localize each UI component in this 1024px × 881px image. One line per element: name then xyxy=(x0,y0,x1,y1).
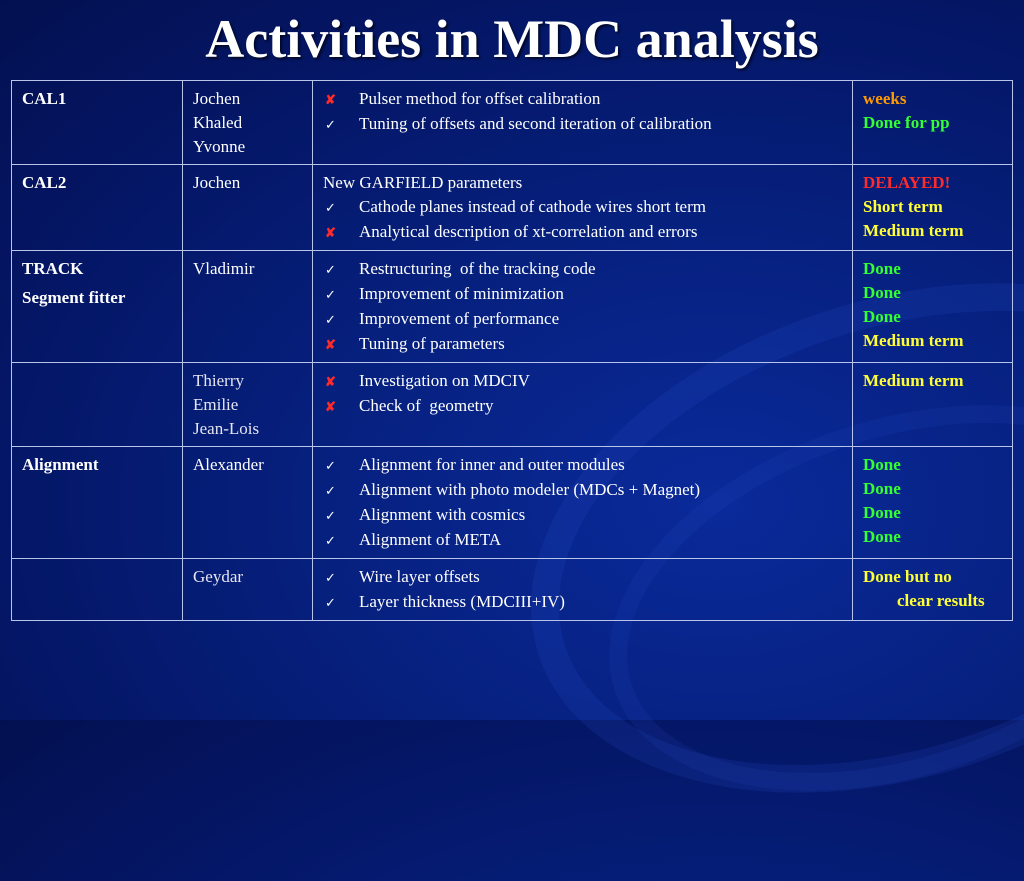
status-text: Medium term xyxy=(863,221,964,240)
activity-item xyxy=(323,220,843,245)
activity-item xyxy=(323,453,843,478)
activity-item xyxy=(323,528,843,553)
task-name: CAL2 xyxy=(22,173,67,192)
people-cell xyxy=(183,251,313,363)
activity-text: Pulser method for offset calibration xyxy=(359,89,601,108)
activity-item xyxy=(323,394,843,419)
task-cell xyxy=(12,165,183,251)
status-text: Done xyxy=(863,283,901,302)
task-cell xyxy=(12,559,183,621)
status-cell xyxy=(853,81,1013,165)
table-row xyxy=(12,363,1013,447)
check-icon: ✓ xyxy=(325,570,336,585)
activity-text: Improvement of performance xyxy=(359,309,560,328)
activities-cell xyxy=(313,251,853,363)
task-name: CAL1 xyxy=(22,89,67,108)
status-cell xyxy=(853,165,1013,251)
table-row xyxy=(12,251,1013,363)
status-text: clear results xyxy=(897,591,985,610)
status-text: Done but no xyxy=(863,567,952,586)
status-text: Done xyxy=(863,307,901,326)
task-name: Alignment xyxy=(22,455,99,474)
activity-item xyxy=(323,332,843,357)
person-name: Yvonne xyxy=(193,137,246,156)
activities-cell xyxy=(313,363,853,447)
person-name: Vladimir xyxy=(193,259,255,278)
activity-text: Alignment with cosmics xyxy=(359,505,526,524)
cross-icon: ✘ xyxy=(325,337,336,352)
status-text: Medium term xyxy=(863,371,964,390)
person-name: Alexander xyxy=(193,455,264,474)
activity-item xyxy=(323,195,843,220)
activity-text: Check of geometry xyxy=(359,396,494,415)
people-cell xyxy=(183,81,313,165)
activities-cell xyxy=(313,559,853,621)
activity-intro: New GARFIELD parameters xyxy=(323,173,523,192)
activity-item xyxy=(323,503,843,528)
cross-icon: ✘ xyxy=(325,225,336,240)
person-name: Emilie xyxy=(193,395,239,414)
task-cell xyxy=(12,363,183,447)
cross-icon: ✘ xyxy=(325,374,336,389)
check-icon: ✓ xyxy=(325,508,336,523)
activity-text: Tuning of offsets and second iteration of calibration xyxy=(359,114,712,133)
activities-cell xyxy=(313,165,853,251)
people-cell xyxy=(183,363,313,447)
people-cell xyxy=(183,559,313,621)
status-text: Short term xyxy=(863,197,943,216)
activity-item xyxy=(323,478,843,503)
activity-item xyxy=(323,307,843,332)
task-name: TRACK xyxy=(22,259,84,278)
activities-cell xyxy=(313,447,853,559)
person-name: Jean-Lois xyxy=(193,419,260,438)
status-text: Done for pp xyxy=(863,113,950,132)
activity-item xyxy=(323,112,843,137)
status-text: weeks xyxy=(863,89,907,108)
person-name: Khaled xyxy=(193,113,243,132)
check-icon: ✓ xyxy=(325,312,336,327)
check-icon: ✓ xyxy=(325,458,336,473)
check-icon: ✓ xyxy=(325,200,336,215)
status-cell xyxy=(853,251,1013,363)
status-cell xyxy=(853,447,1013,559)
check-icon: ✓ xyxy=(325,117,336,132)
cross-icon: ✘ xyxy=(325,92,336,107)
table-row xyxy=(12,165,1013,251)
activity-text: Analytical description of xt-correlation and errors xyxy=(359,222,698,241)
people-cell xyxy=(183,165,313,251)
activity-text: Alignment with photo modeler (MDCs + Magnet) xyxy=(359,480,701,499)
status-cell xyxy=(853,559,1013,621)
status-text: Done xyxy=(863,455,901,474)
status-text: Done xyxy=(863,259,901,278)
status-text: Done xyxy=(863,503,901,522)
activities-cell xyxy=(313,81,853,165)
status-cell xyxy=(853,363,1013,447)
check-icon: ✓ xyxy=(325,533,336,548)
task-subname: Segment fitter xyxy=(22,288,126,307)
person-name: Jochen xyxy=(193,89,241,108)
activities-table xyxy=(11,80,1013,621)
task-cell xyxy=(12,81,183,165)
activity-text: Alignment for inner and outer modules xyxy=(359,455,625,474)
activity-item xyxy=(323,369,843,394)
activity-text: Investigation on MDCIV xyxy=(359,371,530,390)
people-cell xyxy=(183,447,313,559)
check-icon: ✓ xyxy=(325,262,336,277)
cross-icon: ✘ xyxy=(325,399,336,414)
check-icon: ✓ xyxy=(325,595,336,610)
task-cell xyxy=(12,251,183,363)
slide-title: Activities in MDC analysis xyxy=(205,9,819,69)
status-text: Done xyxy=(863,527,901,546)
status-text: Medium term xyxy=(863,331,964,350)
check-icon: ✓ xyxy=(325,287,336,302)
person-name: Thierry xyxy=(193,371,244,390)
activity-item xyxy=(323,590,843,615)
table-row xyxy=(12,81,1013,165)
task-cell xyxy=(12,447,183,559)
activity-item xyxy=(323,87,843,112)
person-name: Geydar xyxy=(193,567,244,586)
table-row xyxy=(12,447,1013,559)
activity-text: Restructuring of the tracking code xyxy=(359,259,596,278)
activity-text: Cathode planes instead of cathode wires short term xyxy=(359,197,706,216)
activity-text: Tuning of parameters xyxy=(359,334,505,353)
activity-text: Improvement of minimization xyxy=(359,284,564,303)
check-icon: ✓ xyxy=(325,483,336,498)
table-row xyxy=(12,559,1013,621)
person-name: Jochen xyxy=(193,173,241,192)
activity-item xyxy=(323,257,843,282)
status-text: Done xyxy=(863,479,901,498)
activity-text: Alignment of META xyxy=(359,530,502,549)
activity-text: Wire layer offsets xyxy=(359,567,480,586)
activity-text: Layer thickness (MDCIII+IV) xyxy=(359,592,565,611)
status-text: DELAYED! xyxy=(863,173,951,192)
activity-item xyxy=(323,282,843,307)
activity-item xyxy=(323,565,843,590)
